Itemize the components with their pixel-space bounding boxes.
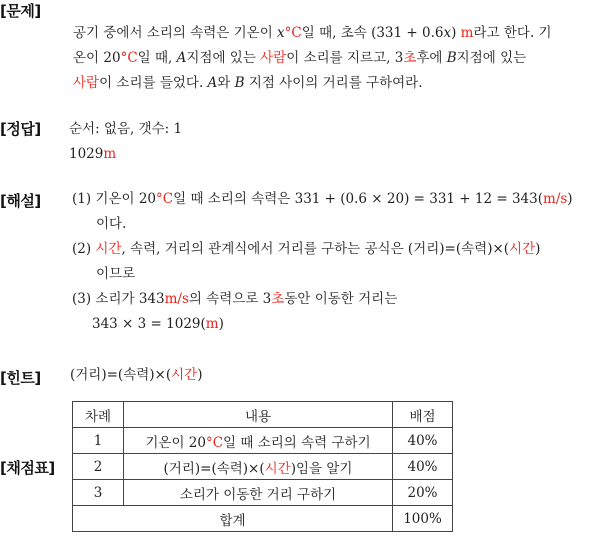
rubric-row-2 bbox=[73, 454, 453, 480]
rubric-row-score: 40% bbox=[393, 454, 453, 480]
problem-text bbox=[73, 21, 552, 96]
rubric-row-no: 3 bbox=[73, 480, 124, 506]
explanation-step-2-cont: 이므로 bbox=[96, 266, 136, 282]
rubric-row-no: 2 bbox=[73, 454, 124, 480]
rubric-header-no: 차례 bbox=[73, 402, 124, 428]
rubric-header-score: 배점 bbox=[393, 402, 453, 428]
rubric-row-content: (거리)=(속력)×(시간)임을 알기 bbox=[124, 454, 393, 480]
rubric-total-label: 합계 bbox=[73, 506, 393, 532]
explanation-text bbox=[72, 187, 573, 337]
problem-line-2: 온이 20°C일 때, A지점에 있는 사람이 소리를 지르고, 3초후에 B지점에 있는 bbox=[73, 50, 527, 66]
rubric-row-content: 소리가 이동한 거리 구하기 bbox=[124, 480, 393, 506]
rubric-row-3 bbox=[73, 480, 453, 506]
problem-label: [문제] bbox=[0, 2, 41, 20]
rubric-row-score: 40% bbox=[393, 428, 453, 454]
rubric-row-score: 20% bbox=[393, 480, 453, 506]
explanation-step-1: (1) 기온이 20°C일 때 소리의 속력은 331 + (0.6 × 20) = 331 + 12 = 343(m/s) bbox=[72, 191, 573, 207]
hint-text: (거리)=(속력)×(시간) bbox=[70, 367, 203, 383]
rubric-table bbox=[72, 401, 453, 532]
explanation-label: [해설] bbox=[0, 192, 41, 210]
rubric-row-no: 1 bbox=[73, 428, 124, 454]
explanation-step-3-cont: 343 × 3 = 1029(m) bbox=[92, 316, 224, 332]
rubric-header-content: 내용 bbox=[124, 402, 393, 428]
rubric-row-1 bbox=[73, 428, 453, 454]
answer-value: 1029m bbox=[69, 146, 117, 162]
answer-line: 순서: 없음, 갯수: 1 bbox=[69, 121, 183, 137]
problem-line-1: 공기 중에서 소리의 속력은 기온이 x°C일 때, 초속 (331 + 0.6x) m라고 한다. 기 bbox=[73, 25, 552, 41]
rubric-row-content: 기온이 20°C일 때 소리의 속력 구하기 bbox=[124, 428, 393, 454]
rubric-total-score: 100% bbox=[393, 506, 453, 532]
rubric-label: [채점표] bbox=[0, 459, 55, 477]
answer-label: [정답] bbox=[0, 120, 41, 138]
rubric-header-row bbox=[73, 402, 453, 428]
rubric-total-row bbox=[73, 506, 453, 532]
explanation-step-1-cont: 이다. bbox=[96, 216, 127, 232]
answer-text bbox=[69, 117, 182, 167]
explanation-step-3: (3) 소리가 343m/s의 속력으로 3초동안 이동한 거리는 bbox=[72, 291, 398, 307]
explanation-step-2: (2) 시간, 속력, 거리의 관계식에서 거리를 구하는 공식은 (거리)=(속력)×(시간) bbox=[72, 241, 541, 257]
problem-line-3: 사람이 소리를 들었다. A와 B 지점 사이의 거리를 구하여라. bbox=[73, 75, 423, 91]
hint-label: [힌트] bbox=[0, 369, 41, 387]
